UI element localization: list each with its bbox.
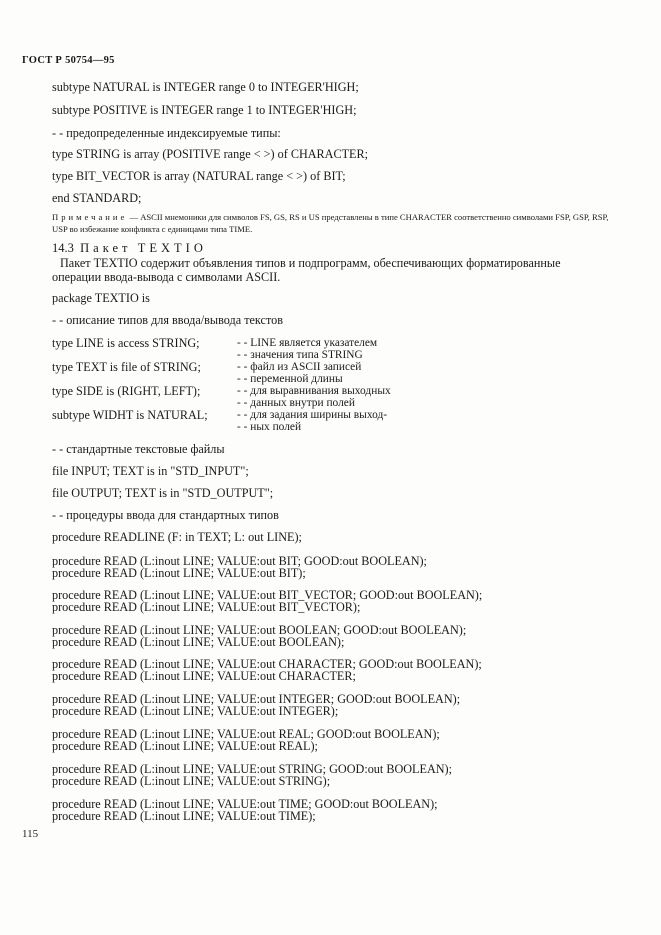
type-decl: type SIDE is (RIGHT, LEFT); — [52, 384, 201, 398]
code-line: type STRING is array (POSITIVE range < >) of CHARACTER; — [52, 147, 369, 161]
read-proc-line: procedure READ (L:inout LINE; VALUE:out REAL; GOOD:out BOOLEAN); — [52, 727, 440, 741]
read-proc-line: procedure READ (L:inout LINE; VALUE:out STRING); — [52, 774, 331, 788]
read-proc-line: procedure READ (L:inout LINE; VALUE:out BIT_VECTOR); — [52, 600, 361, 614]
read-proc-line: procedure READ (L:inout LINE; VALUE:out INTEGER; GOOD:out BOOLEAN); — [52, 692, 461, 706]
read-proc-line: procedure READ (L:inout LINE; VALUE:out INTEGER); — [52, 704, 339, 718]
code-comment: - - переменной длины — [237, 373, 343, 385]
code-comment: - - предопределенные индексируемые типы: — [52, 126, 281, 140]
section-word: Пакет — [80, 241, 132, 255]
read-proc-line: procedure READ (L:inout LINE; VALUE:out BIT_VECTOR; GOOD:out BOOLEAN); — [52, 588, 483, 602]
type-decl: subtype WIDHT is NATURAL; — [52, 408, 208, 422]
code-line: file INPUT; TEXT is in "STD_INPUT"; — [52, 464, 249, 478]
code-line: subtype NATURAL is INTEGER range 0 to INTEGER'HIGH; — [52, 80, 359, 94]
read-proc-line: procedure READ (L:inout LINE; VALUE:out STRING; GOOD:out BOOLEAN); — [52, 762, 452, 776]
section-name: TEXTIO — [137, 241, 207, 255]
code-comment: - - описание типов для ввода/вывода текстов — [52, 313, 283, 327]
read-proc-line: procedure READ (L:inout LINE; VALUE:out CHARACTER; — [52, 669, 356, 683]
read-proc-line: procedure READ (L:inout LINE; VALUE:out BIT; GOOD:out BOOLEAN); — [52, 554, 427, 568]
note-label: Примечание — [52, 212, 128, 222]
code-line: type BIT_VECTOR is array (NATURAL range < >) of BIT; — [52, 169, 346, 183]
note-text: — ASCII мнемоники для символов FS, GS, RS и US представлены в типе CHARACTER соответственно символами FSP, GSP, RSP, USP во избежание конфликта с единицами типа TIME. — [52, 212, 609, 234]
read-proc-line: procedure READ (L:inout LINE; VALUE:out BIT); — [52, 566, 306, 580]
code-comment: - - ных полей — [237, 421, 302, 433]
code-comment: - - процедуры ввода для стандартных типов — [52, 508, 279, 522]
page-number: 115 — [22, 828, 39, 840]
standard-header: ГОСТ Р 50754—95 — [22, 55, 115, 66]
note — [52, 211, 612, 235]
code-comment: - - стандартные текстовые файлы — [52, 442, 225, 456]
read-proc-line: procedure READ (L:inout LINE; VALUE:out TIME); — [52, 809, 316, 823]
code-comment: - - для выравнивания выходных — [237, 385, 391, 397]
code-comment: - - для задания ширины выход- — [237, 409, 388, 421]
read-proc-line: procedure READ (L:inout LINE; VALUE:out CHARACTER; GOOD:out BOOLEAN); — [52, 657, 482, 671]
code-line: end STANDARD; — [52, 191, 142, 205]
read-proc-line: procedure READ (L:inout LINE; VALUE:out BOOLEAN; GOOD:out BOOLEAN); — [52, 623, 467, 637]
code-line: procedure READLINE (F: in TEXT; L: out LINE); — [52, 530, 302, 544]
code-comment: - - LINE является указателем — [237, 337, 378, 349]
read-proc-line: procedure READ (L:inout LINE; VALUE:out BOOLEAN); — [52, 635, 345, 649]
section-description: Пакет TEXTIO содержит объявления типов и подпрограмм, обеспечивающих форматированные операции ввода-вывода с символами ASCII. — [52, 256, 561, 284]
code-line: package TEXTIO is — [52, 291, 150, 305]
code-comment: - - данных внутри полей — [237, 397, 355, 409]
section-number: 14.3 — [52, 241, 74, 255]
section-heading — [52, 241, 207, 256]
code-line: subtype POSITIVE is INTEGER range 1 to INTEGER'HIGH; — [52, 103, 357, 117]
code-line: file OUTPUT; TEXT is in "STD_OUTPUT"; — [52, 486, 274, 500]
read-proc-line: procedure READ (L:inout LINE; VALUE:out REAL); — [52, 739, 318, 753]
type-decl: type LINE is access STRING; — [52, 336, 200, 350]
code-comment: - - файл из ASCII записей — [237, 361, 362, 373]
type-decl: type TEXT is file of STRING; — [52, 360, 201, 374]
read-proc-line: procedure READ (L:inout LINE; VALUE:out TIME; GOOD:out BOOLEAN); — [52, 797, 438, 811]
code-comment: - - значения типа STRING — [237, 349, 363, 361]
